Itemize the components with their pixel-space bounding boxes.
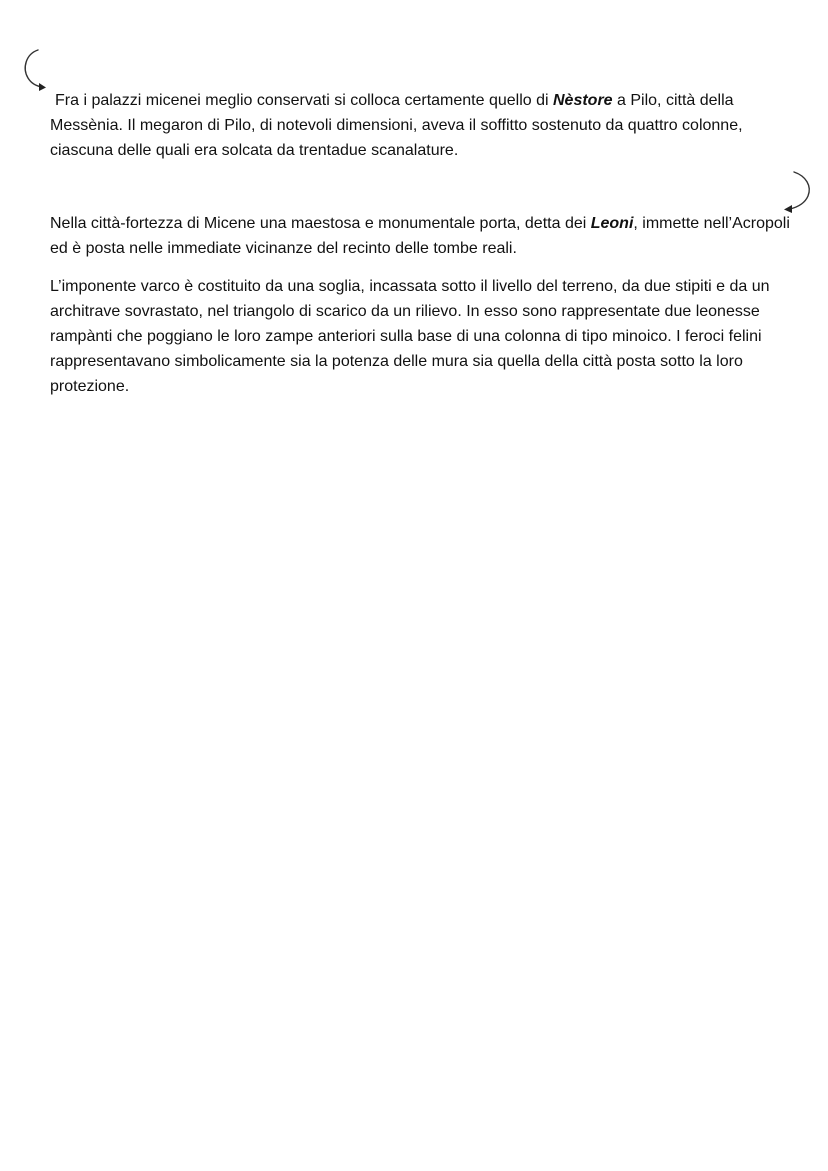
curved-arrow-icon — [18, 44, 52, 96]
emphasized-name: Nèstore — [553, 92, 613, 109]
paragraph-text: a Pilo, città della Messènia. Il megaron di Pilo, di notevoli dimensioni, aveva il soffitto sostenuto da quattro colonne, ciascuna delle quali era solcata da trentadue scanalature. — [50, 92, 743, 159]
emphasized-name: Leoni — [590, 215, 634, 232]
paragraph-text: Nella città-fortezza di Micene una maestosa e monumentale porta, detta dei — [50, 215, 591, 232]
paragraph-leoni — [50, 211, 790, 261]
paragraph-text: , immette nell’Acropoli ed è posta nelle immediate vicinanze del recinto delle tombe reali. — [50, 215, 790, 257]
curved-arrow-icon — [778, 168, 818, 216]
paragraph-text: L’imponente varco è costituito da una soglia, incassata sotto il livello del terreno, da due stipiti e da un architrave sovrastato, nel triangolo di scarico da un rilievo. In esso sono rappresentate due leonesse rampànti che poggiano le loro zampe anteriori sulla base di una colonna di tipo minoico. I feroci felini rappresentavano simbolicamente sia la potenza delle mura sia quella della città posta sotto la loro protezione. — [50, 278, 770, 395]
paragraph-nestore — [50, 88, 790, 163]
paragraph-varco — [50, 274, 790, 399]
paragraph-text: Fra i palazzi micenei meglio conservati si colloca certamente quello di — [55, 92, 553, 109]
